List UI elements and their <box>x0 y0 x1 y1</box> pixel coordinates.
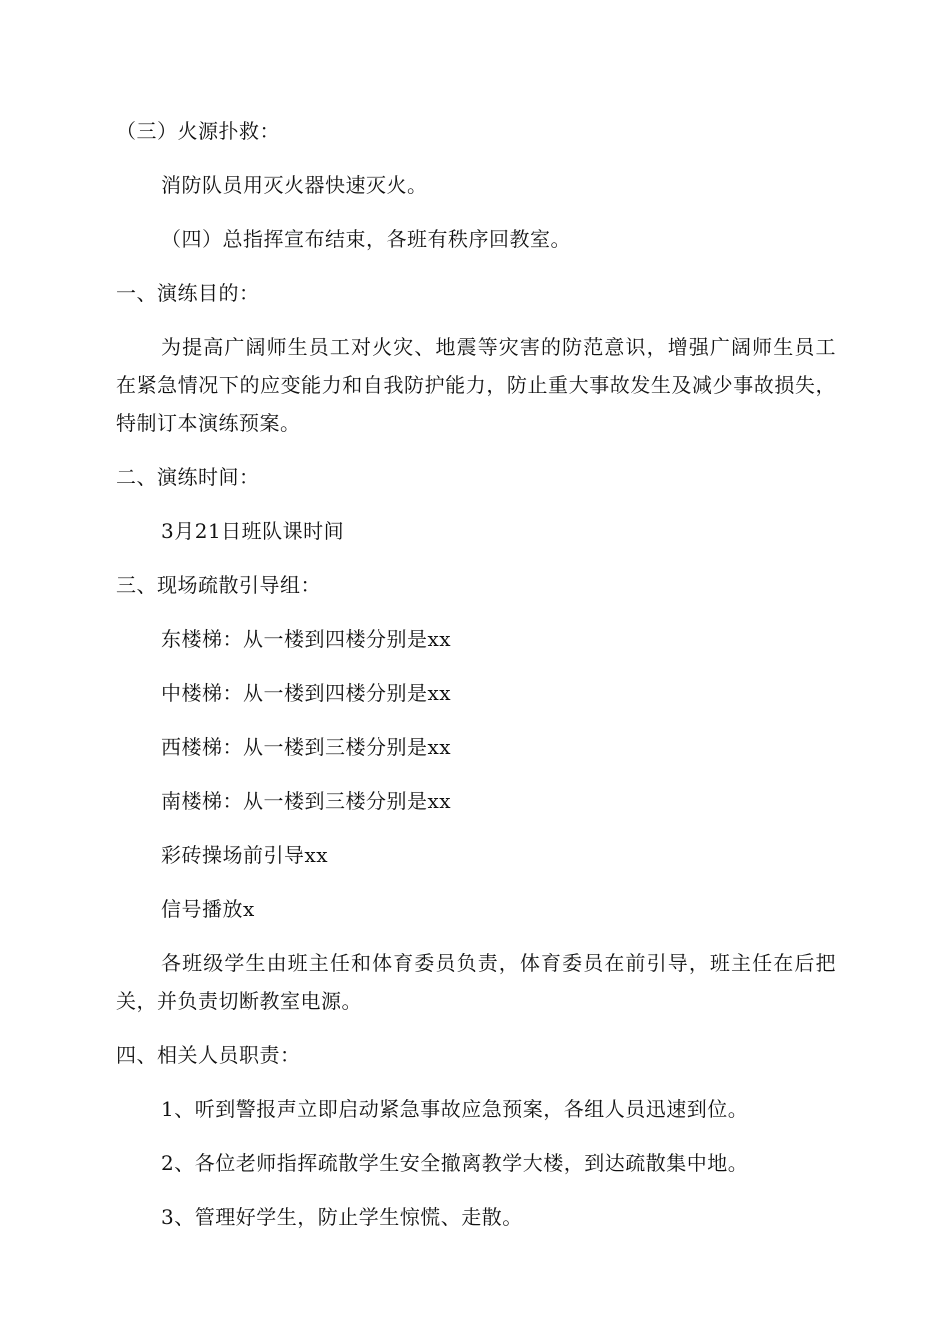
section-heading-evacuation: 三、现场疏散引导组： <box>116 573 321 597</box>
subheading-fire-rescue: （三）火源扑救： <box>116 119 280 143</box>
list-item: 1、听到警报声立即启动紧急事故应急预案，各组人员迅速到位。 <box>161 1097 749 1121</box>
list-item: 东楼梯：从一楼到四楼分别是xx <box>161 627 452 651</box>
paragraph-line: 消防队员用灭火器快速灭火。 <box>161 173 428 197</box>
list-item: 中楼梯：从一楼到四楼分别是xx <box>161 681 452 705</box>
paragraph-purpose: 为提高广阔师生员工对火灾、地震等灾害的防范意识，增强广阔师生员工在紧急情况下的应变能力和自我防护能力，防止重大事故发生及减少事故损失，特制订本演练预案。 <box>116 335 836 435</box>
list-item: 南楼梯：从一楼到三楼分别是xx <box>161 789 452 813</box>
paragraph-line: 3月21日班队课时间 <box>161 519 345 543</box>
list-item: 彩砖操场前引导xx <box>161 843 329 867</box>
paragraph-class-duty: 各班级学生由班主任和体育委员负责，体育委员在前引导，班主任在后把关，并负责切断教室电源。 <box>116 951 836 1013</box>
paragraph-line: （四）总指挥宣布结束，各班有秩序回教室。 <box>161 227 571 251</box>
list-item: 3、管理好学生，防止学生惊慌、走散。 <box>161 1205 523 1229</box>
section-heading-time: 二、演练时间： <box>116 465 260 489</box>
list-item: 2、各位老师指挥疏散学生安全撤离教学大楼，到达疏散集中地。 <box>161 1151 749 1175</box>
section-heading-duties: 四、相关人员职责： <box>116 1043 301 1067</box>
list-item: 西楼梯：从一楼到三楼分别是xx <box>161 735 452 759</box>
section-heading-purpose: 一、演练目的： <box>116 281 260 305</box>
list-item: 信号播放x <box>161 897 255 921</box>
